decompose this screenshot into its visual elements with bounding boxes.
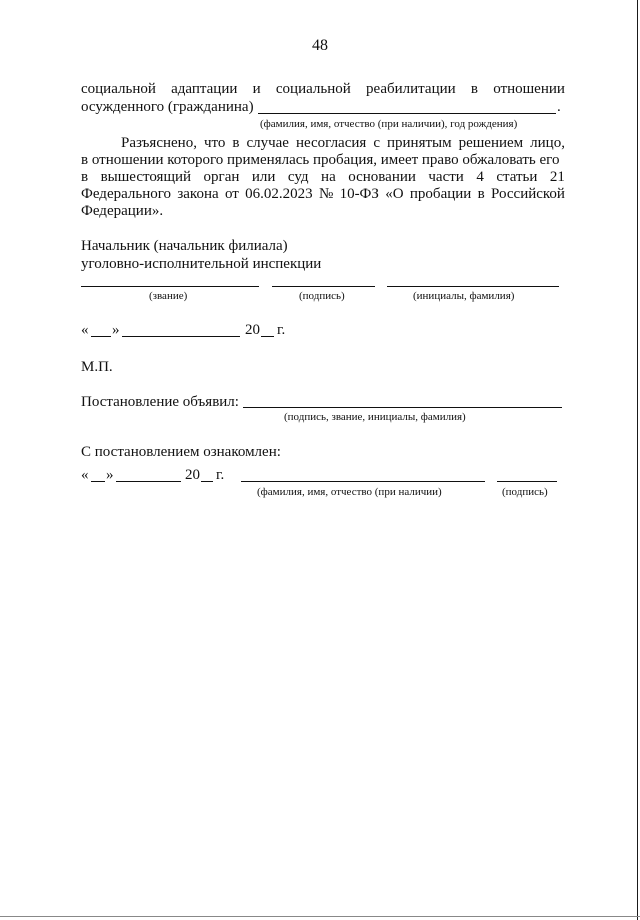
quote-close: » [112, 322, 120, 338]
month-line [116, 481, 181, 482]
word: Российской [491, 186, 565, 202]
announced-label: Постановление объявил: [81, 394, 239, 410]
name-caption: (инициалы, фамилия) [413, 290, 515, 302]
paragraph-line: в отношении которого применялась пробация, имеет право обжаловать его [81, 152, 560, 168]
word: в [232, 135, 240, 151]
quote-close: » [106, 467, 114, 483]
word: несогласия [295, 135, 367, 151]
chief-title: Начальник (начальник филиала) [81, 238, 288, 254]
month-line [122, 336, 240, 337]
quote-open: « [81, 322, 89, 338]
word: орган [203, 169, 240, 185]
word: что [203, 135, 226, 151]
word: 4 [476, 169, 484, 185]
page-edge [637, 0, 638, 920]
word: адаптации [171, 81, 238, 97]
word: суд [287, 169, 309, 185]
signature-caption: (подпись) [502, 486, 548, 498]
announced-line [243, 407, 562, 408]
paragraph-line [81, 185, 565, 203]
word: принятым [386, 135, 452, 151]
signature-line [497, 481, 557, 482]
word: основании [348, 169, 416, 185]
stamp-mark: М.П. [81, 359, 113, 375]
page-number: 48 [312, 37, 328, 54]
word: или [251, 169, 276, 185]
word: на [321, 169, 336, 185]
year-line [261, 336, 274, 337]
word: «О [385, 186, 404, 202]
word: 10-ФЗ [339, 186, 379, 202]
announced-caption: (подпись, звание, инициалы, фамилия) [284, 411, 466, 423]
page-edge [0, 916, 640, 917]
name-line [241, 481, 485, 482]
acquainted-label: С постановлением ознакомлен: [81, 444, 281, 460]
word: статьи [496, 169, 538, 185]
word: от [224, 186, 239, 202]
paragraph-line [121, 134, 565, 152]
year-prefix: 20 [245, 322, 260, 338]
word: № [318, 186, 334, 202]
year-suffix: г. [277, 322, 286, 338]
word: в [477, 186, 485, 202]
paragraph-line: осужденного (гражданина) [81, 99, 254, 115]
rank-line [81, 286, 259, 287]
word: 21 [549, 169, 565, 185]
word: пробации [409, 186, 472, 202]
word: в [470, 81, 478, 97]
word: 06.02.2023 [245, 186, 313, 202]
word: решением [458, 135, 524, 151]
period: . [557, 99, 561, 115]
word: случае [246, 135, 289, 151]
year-prefix: 20 [185, 467, 200, 483]
word: Разъяснено, [121, 135, 197, 151]
paragraph-line [81, 168, 565, 186]
signature-line [272, 286, 375, 287]
quote-open: « [81, 467, 89, 483]
day-line [91, 481, 105, 482]
chief-title: уголовно-исполнительной инспекции [81, 256, 322, 272]
word: реабилитации [366, 81, 456, 97]
word: и [252, 81, 261, 97]
name-line [387, 286, 559, 287]
year-line [201, 481, 213, 482]
word: с [373, 135, 380, 151]
word: лицо, [530, 135, 565, 151]
word: отношении [493, 81, 565, 97]
word: в [81, 169, 89, 185]
paragraph-line [81, 80, 565, 98]
word: Федерального [81, 186, 172, 202]
word: закона [177, 186, 219, 202]
word: вышестоящий [100, 169, 192, 185]
word: социальной [81, 81, 156, 97]
word: социальной [275, 81, 351, 97]
paragraph-line: Федерации». [81, 203, 164, 219]
year-suffix: г. [216, 467, 225, 483]
field-caption: (фамилия, имя, отчество (при наличии), год рождения) [260, 118, 518, 130]
fill-in-line [258, 113, 556, 114]
rank-caption: (звание) [149, 290, 188, 302]
word: части [428, 169, 464, 185]
name-caption: (фамилия, имя, отчество (при наличии) [257, 486, 442, 498]
signature-caption: (подпись) [299, 290, 345, 302]
day-line [91, 336, 111, 337]
